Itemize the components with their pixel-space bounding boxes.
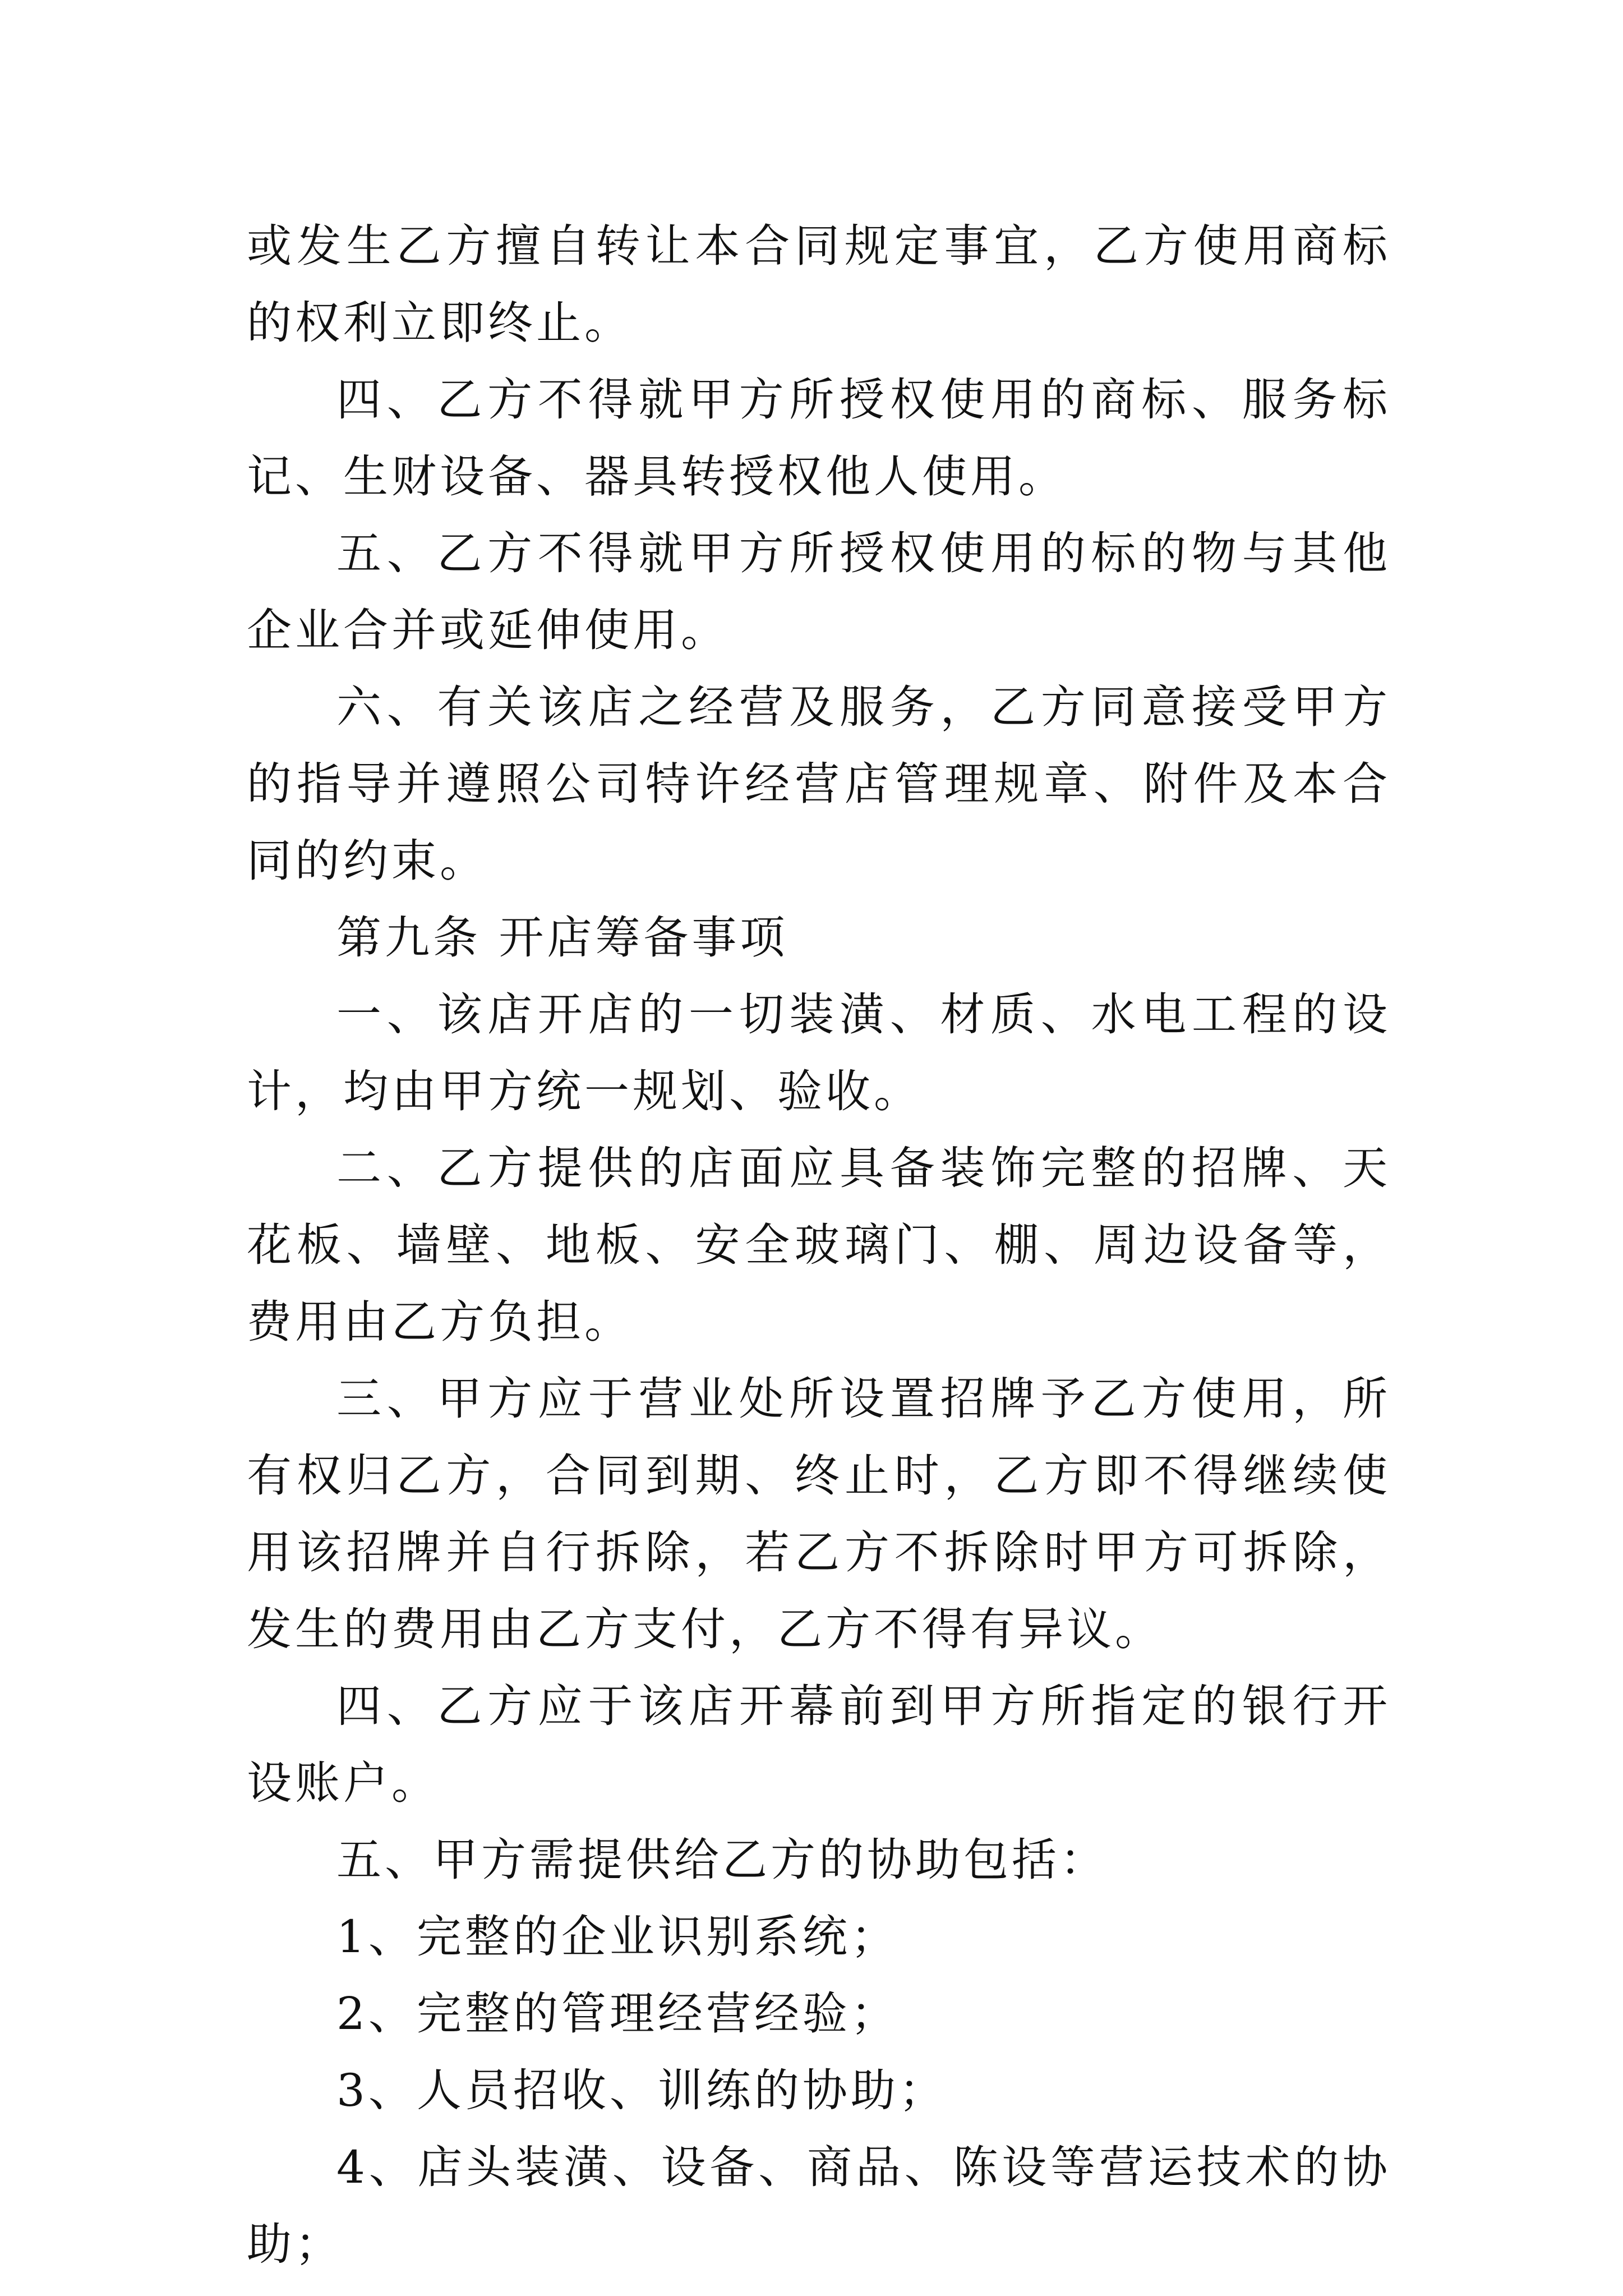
paragraph-prep-5: 五、甲方需提供给乙方的协助包括： [336,1834,1108,1886]
list-item-4: 4、店头装潢、设备、商品、陈设等营运技术的协助； [247,2141,1391,2270]
document-body [247,208,1391,2283]
paragraph-prep-1: 一、该店开店的一切装潢、材质、水电工程的设计，均由甲方统一规划、验收。 [247,988,1391,1117]
paragraph-prep-2: 二、乙方提供的店面应具备装饰完整的招牌、天花板、墙壁、地板、安全玻璃门、棚、周边设备等，费用由乙方负担。 [247,1142,1391,1348]
article-heading: 第九条 开店筹备事项 [336,912,789,964]
paragraph-prep-4: 四、乙方应于该店开幕前到甲方所指定的银行开设账户。 [247,1680,1391,1809]
list-item-2: 2、完整的管理经营经验； [336,1987,899,2040]
list-item-3: 3、人员招收、训练的协助； [336,2064,947,2116]
paragraph-clause-5: 五、乙方不得就甲方所授权使用的标的物与其他企业合并或延伸使用。 [247,527,1391,656]
list-item-1: 1、完整的企业识别系统； [336,1911,899,1963]
paragraph-continuation: 或发生乙方擅自转让本合同规定事宜，乙方使用商标的权利立即终止。 [247,220,1391,349]
paragraph-clause-6: 六、有关该店之经营及服务，乙方同意接受甲方的指导并遵照公司特许经营店管理规章、附件及本合同的约束。 [247,681,1391,887]
paragraph-clause-4: 四、乙方不得就甲方所授权使用的商标、服务标记、生财设备、器具转授权他人使用。 [247,374,1391,503]
paragraph-prep-3: 三、甲方应于营业处所设置招牌予乙方使用，所有权归乙方，合同到期、终止时，乙方即不得继续使用该招牌并自行拆除，若乙方不拆除时甲方可拆除，发生的费用由乙方支付，乙方不得有异议。 [247,1373,1391,1655]
